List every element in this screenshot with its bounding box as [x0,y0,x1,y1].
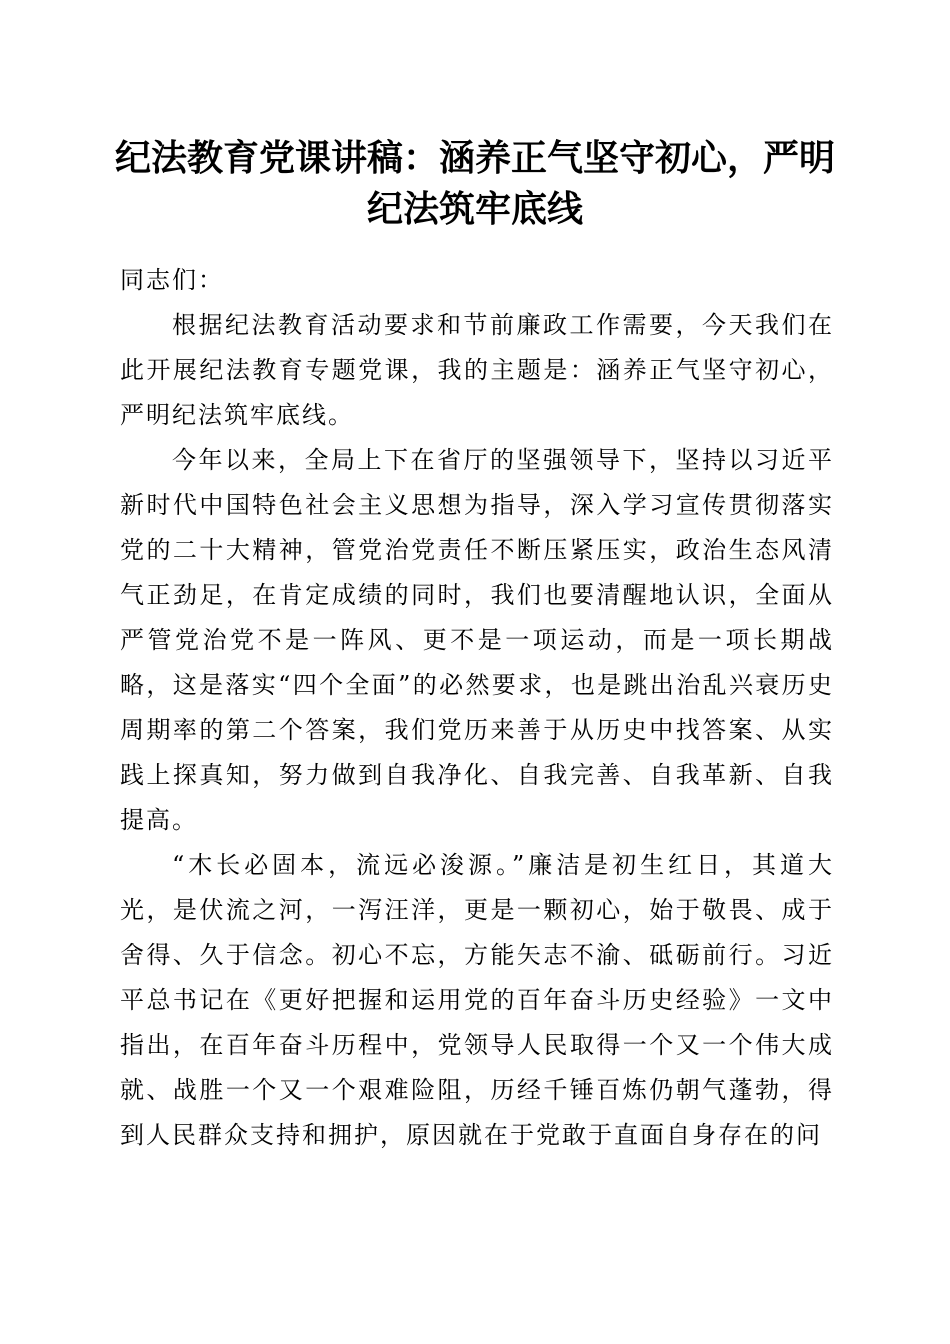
paragraph-1: 根据纪法教育活动要求和节前廉政工作需要，今天我们在此开展纪法教育专题党课，我的主题是：涵养正气坚守初心，严明纪法筑牢底线。 [120,311,834,429]
salutation: 同志们： [120,266,224,294]
paragraph-3: “木长必固本，流远必浚源。”廉洁是初生红日，其道大光，是伏流之河，一泻汪洋，更是一颗初心，始于敬畏、成于舍得、久于信念。初心不忘，方能矢志不渝、砥砺前行。习近平总书记在《更好把握和运用党的百年奋斗历史经验》一文中指出，在百年奋斗历程中，党领导人民取得一个又一个伟大成就、战胜一个又一个艰难险阻，历经千锤百炼仍朝气蓬勃，得到人民群众支持和拥护，原因就在于党敢于直面自身存在的问 [120,851,834,1149]
document-title: 纪法教育党课讲稿：涵养正气坚守初心，严明纪法筑牢底线 [114,137,835,230]
paragraph-2: 今年以来，全局上下在省厅的坚强领导下，坚持以习近平新时代中国特色社会主义思想为指导，深入学习宣传贯彻落实党的二十大精神，管党治党责任不断压紧压实，政治生态风清气正劲足，在肯定成绩的同时，我们也要清醒地认识，全面从严管党治党不是一阵风、更不是一项运动，而是一项长期战略，这是落实“四个全面”的必然要求，也是跳出治乱兴衰历史周期率的第二个答案，我们党历来善于从历史中找答案、从实践上探真知，努力做到自我净化、自我完善、自我革新、自我提高。 [120,446,834,834]
document-body [120,258,834,1158]
